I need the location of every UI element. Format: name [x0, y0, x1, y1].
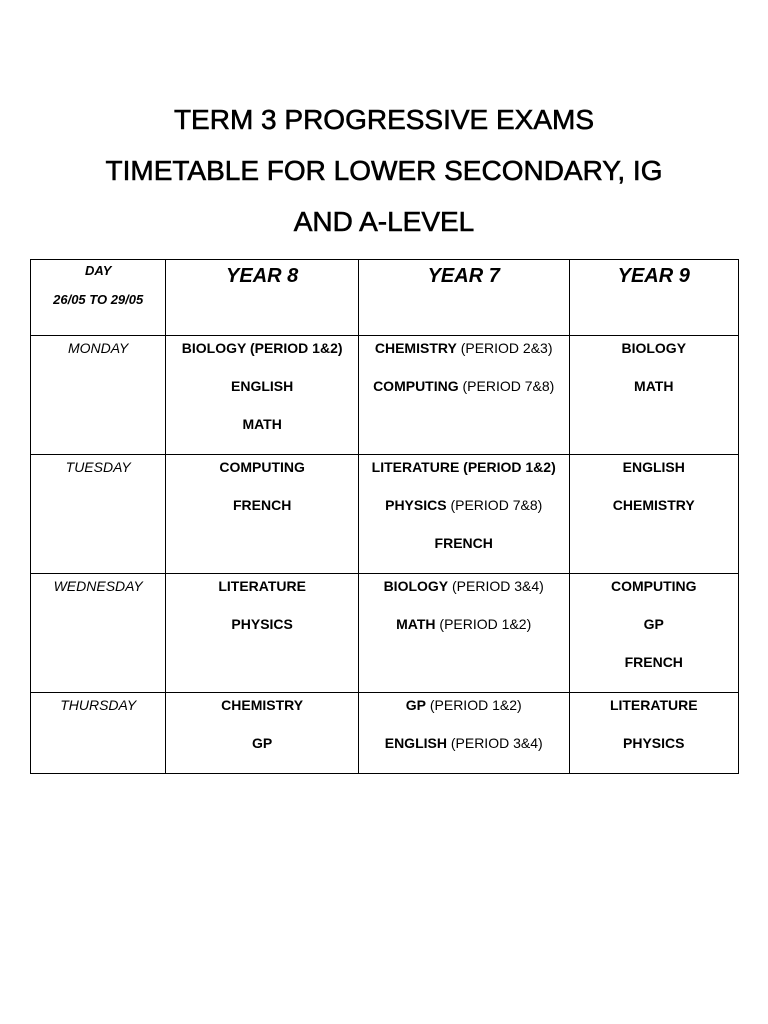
exam-subject: GP: [643, 616, 664, 632]
exam-entry: [570, 459, 739, 497]
exam-entry: [166, 459, 358, 497]
year9-cell: [569, 455, 739, 574]
exam-subject: FRENCH: [434, 535, 493, 551]
exam-subject: BIOLOGY: [383, 578, 449, 594]
exam-subject: MATH: [634, 378, 674, 394]
year9-cell: [569, 336, 739, 455]
exam-entry: [166, 735, 358, 773]
day-cell: [31, 455, 166, 574]
exam-timetable: [30, 259, 739, 774]
exam-entry: [570, 735, 739, 773]
exam-entry: [166, 378, 358, 416]
day-name: TUESDAY: [65, 459, 131, 475]
exam-subject: MATH: [396, 616, 436, 632]
exam-entry: [166, 416, 358, 454]
exam-period-note: (PERIOD 3&4): [446, 735, 543, 751]
exam-subject: BIOLOGY (PERIOD 1&2): [181, 340, 343, 356]
exam-subject: COMPUTING: [610, 578, 697, 594]
exam-entry: [570, 578, 739, 616]
year7-header-cell: [358, 260, 569, 336]
year7-header: YEAR 7: [427, 265, 500, 287]
table-header-row: [31, 260, 739, 336]
exam-subject: ENGLISH: [384, 735, 447, 751]
year8-header-cell: [166, 260, 359, 336]
year9-header-cell: [569, 260, 739, 336]
year9-cell: [569, 693, 739, 774]
exam-entry: [570, 697, 739, 735]
exam-subject: COMPUTING: [219, 459, 305, 475]
year7-cell: [358, 455, 569, 574]
title-line-2: TIMETABLE FOR LOWER SECONDARY, IG: [105, 155, 663, 186]
exam-entry: [359, 497, 569, 535]
year7-cell: [358, 693, 569, 774]
exam-subject: PHYSICS: [623, 735, 685, 751]
exam-entry: [570, 340, 739, 378]
document-title: [0, 94, 768, 247]
exam-entry: [570, 616, 739, 654]
exam-entry: [166, 697, 358, 735]
exam-subject: GP: [405, 697, 426, 713]
day-name: WEDNESDAY: [53, 578, 143, 594]
exam-subject: LITERATURE: [609, 697, 698, 713]
year9-cell: [569, 574, 739, 693]
title-line-3: AND A-LEVEL: [293, 206, 475, 237]
exam-period-note: (PERIOD 1&2): [435, 616, 532, 632]
year7-cell: [358, 336, 569, 455]
exam-subject: COMPUTING: [373, 378, 459, 394]
exam-subject: CHEMISTRY: [374, 340, 457, 356]
exam-entry: [166, 578, 358, 616]
year8-cell: [166, 336, 359, 455]
exam-entry: [359, 735, 569, 773]
exam-subject: BIOLOGY: [621, 340, 687, 356]
exam-subject: FRENCH: [232, 497, 292, 513]
title-line-1: TERM 3 PROGRESSIVE EXAMS: [173, 104, 595, 135]
exam-subject: CHEMISTRY: [221, 697, 304, 713]
exam-entry: [359, 535, 569, 573]
day-name: THURSDAY: [60, 697, 137, 713]
exam-subject: FRENCH: [624, 654, 683, 670]
exam-period-note: (PERIOD 7&8): [458, 378, 555, 394]
exam-entry: [359, 378, 569, 416]
table-row: [31, 336, 739, 455]
day-cell: [31, 574, 166, 693]
exam-subject: LITERATURE: [218, 578, 306, 594]
exam-entry: [166, 497, 358, 535]
exam-entry: [570, 378, 739, 416]
day-cell: [31, 336, 166, 455]
day-header-cell: [31, 260, 166, 336]
exam-entry: [570, 654, 739, 692]
exam-entry: [359, 697, 569, 735]
exam-entry: [359, 459, 569, 497]
exam-subject: MATH: [242, 416, 282, 432]
table-row: [31, 574, 739, 693]
day-cell: [31, 693, 166, 774]
year8-cell: [166, 693, 359, 774]
exam-entry: [359, 578, 569, 616]
exam-entry: [166, 340, 358, 378]
year8-cell: [166, 455, 359, 574]
year9-header: YEAR 9: [617, 265, 690, 287]
exam-period-note: (PERIOD 1&2): [425, 697, 522, 713]
day-header-label: DAY: [84, 263, 112, 278]
exam-entry: [570, 497, 739, 535]
exam-subject: LITERATURE (PERIOD 1&2): [371, 459, 556, 475]
exam-subject: ENGLISH: [622, 459, 685, 475]
year7-cell: [358, 574, 569, 693]
exam-subject: ENGLISH: [231, 378, 294, 394]
year8-cell: [166, 574, 359, 693]
table-row: [31, 693, 739, 774]
exam-period-note: (PERIOD 7&8): [446, 497, 543, 513]
exam-subject: CHEMISTRY: [612, 497, 695, 513]
exam-subject: PHYSICS: [231, 616, 293, 632]
day-name: MONDAY: [67, 340, 129, 356]
date-range-label: 26/05 TO 29/05: [53, 292, 144, 307]
exam-period-note: (PERIOD 2&3): [456, 340, 553, 356]
exam-entry: [359, 340, 569, 378]
table-row: [31, 455, 739, 574]
exam-subject: PHYSICS: [385, 497, 447, 513]
exam-subject: GP: [252, 735, 273, 751]
exam-entry: [166, 616, 358, 654]
exam-entry: [359, 616, 569, 654]
exam-period-note: (PERIOD 3&4): [448, 578, 544, 594]
year8-header: YEAR 8: [226, 265, 299, 287]
